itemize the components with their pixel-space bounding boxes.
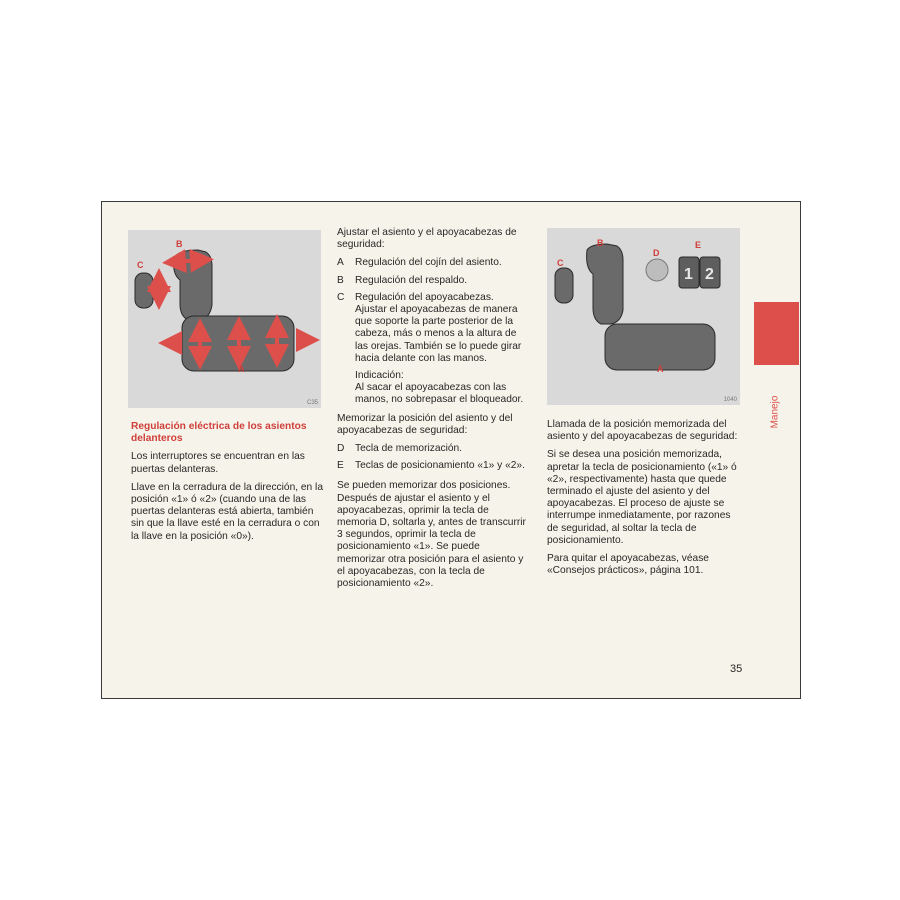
paragraph: Si se desea una posición memorizada, apretar la tecla de posicionamiento («1» ó «2», respectivamente) hasta que quede terminado el ajuste del asiento y del apoyacabezas. El proceso de ajuste se interrumpe inmediatamente, por razones de seguridad, al soltar la tecla de posicionamiento.	[547, 449, 737, 546]
paragraph: Llave en la cerradura de la dirección, en la posición «1» ó «2» (cuando una de las puertas delanteras está abierta, también sin que la llave esté en la cerradura o con la llave en la posición «0»).	[131, 481, 323, 542]
list-item: C Regulación del apoyacabezas. Ajustar el apoyacabezas de manera que soporte la parte posterior de la cabeza, más o menos a la altura de las orejas. También se lo puede girar hacia delante con las manos.	[337, 291, 522, 364]
label-c: C	[137, 260, 144, 270]
memory-keys-illustration	[547, 228, 740, 405]
label-e: E	[695, 240, 702, 250]
section-tab-label: Manejo	[769, 395, 781, 429]
note	[337, 370, 527, 407]
memory-keys-figure	[547, 228, 740, 405]
list-item: D Tecla de memorización.	[337, 443, 463, 455]
figure-code: 1040	[723, 397, 737, 403]
key-1-label: 1	[684, 266, 693, 283]
headrest-switch-icon	[135, 273, 153, 308]
label-a: A	[238, 364, 245, 374]
list-item: B Regulación del respaldo.	[337, 274, 468, 286]
middle-column	[337, 227, 527, 596]
key-2-label: 2	[705, 266, 714, 283]
closing-paragraph: Se pueden memorizar dos posiciones. Después de ajustar el asiento y el apoyacabezas, oprimir la tecla de memoria D, soltarla y, antes de transcurrir 3 segundos, oprimir la tecla de posicionamiento «1». Se puede memorizar otra posición para el asiento y el apoyacabezas, con la tecla de posicionamiento «2».	[337, 480, 526, 590]
label-c: C	[557, 258, 564, 268]
right-column	[547, 419, 739, 583]
paragraph: Los interruptores se encuentran en las puertas delanteras.	[131, 451, 305, 475]
memorize-intro: Memorizar la posición del asiento y del apoyacabezas de seguridad:	[337, 412, 513, 436]
note-text: Al sacar el apoyacabezas con las manos, no sobrepasar el bloqueador.	[355, 382, 524, 406]
intro-text: Ajustar el asiento y el apoyacabezas de seguridad:	[337, 227, 517, 251]
list-item: E Teclas de posicionamiento «1» y «2».	[337, 460, 525, 472]
left-column	[131, 421, 323, 549]
section-heading: Llamada de la posición memorizada del asiento y del apoyacabezas de seguridad:	[547, 419, 738, 443]
seat-switch-figure	[128, 230, 321, 408]
note-title: Indicación:	[355, 370, 404, 382]
label-a: A	[657, 364, 664, 374]
label-b: B	[176, 239, 183, 249]
label-d: D	[653, 248, 660, 258]
memory-button-icon	[646, 259, 668, 281]
list-item: A Regulación del cojín del asiento.	[337, 257, 502, 269]
figure-code: C35	[306, 400, 318, 406]
page-number: 35	[730, 663, 743, 675]
section-heading: Regulación eléctrica de los asientos delanteros	[131, 421, 307, 445]
paragraph: Para quitar el apoyacabezas, véase «Consejos prácticos», página 101.	[547, 553, 709, 577]
seat-switch-illustration	[128, 230, 321, 408]
label-b: B	[597, 238, 604, 248]
backrest-switch-icon	[587, 244, 623, 324]
section-tab-marker	[754, 302, 799, 365]
headrest-switch-icon	[555, 268, 573, 303]
